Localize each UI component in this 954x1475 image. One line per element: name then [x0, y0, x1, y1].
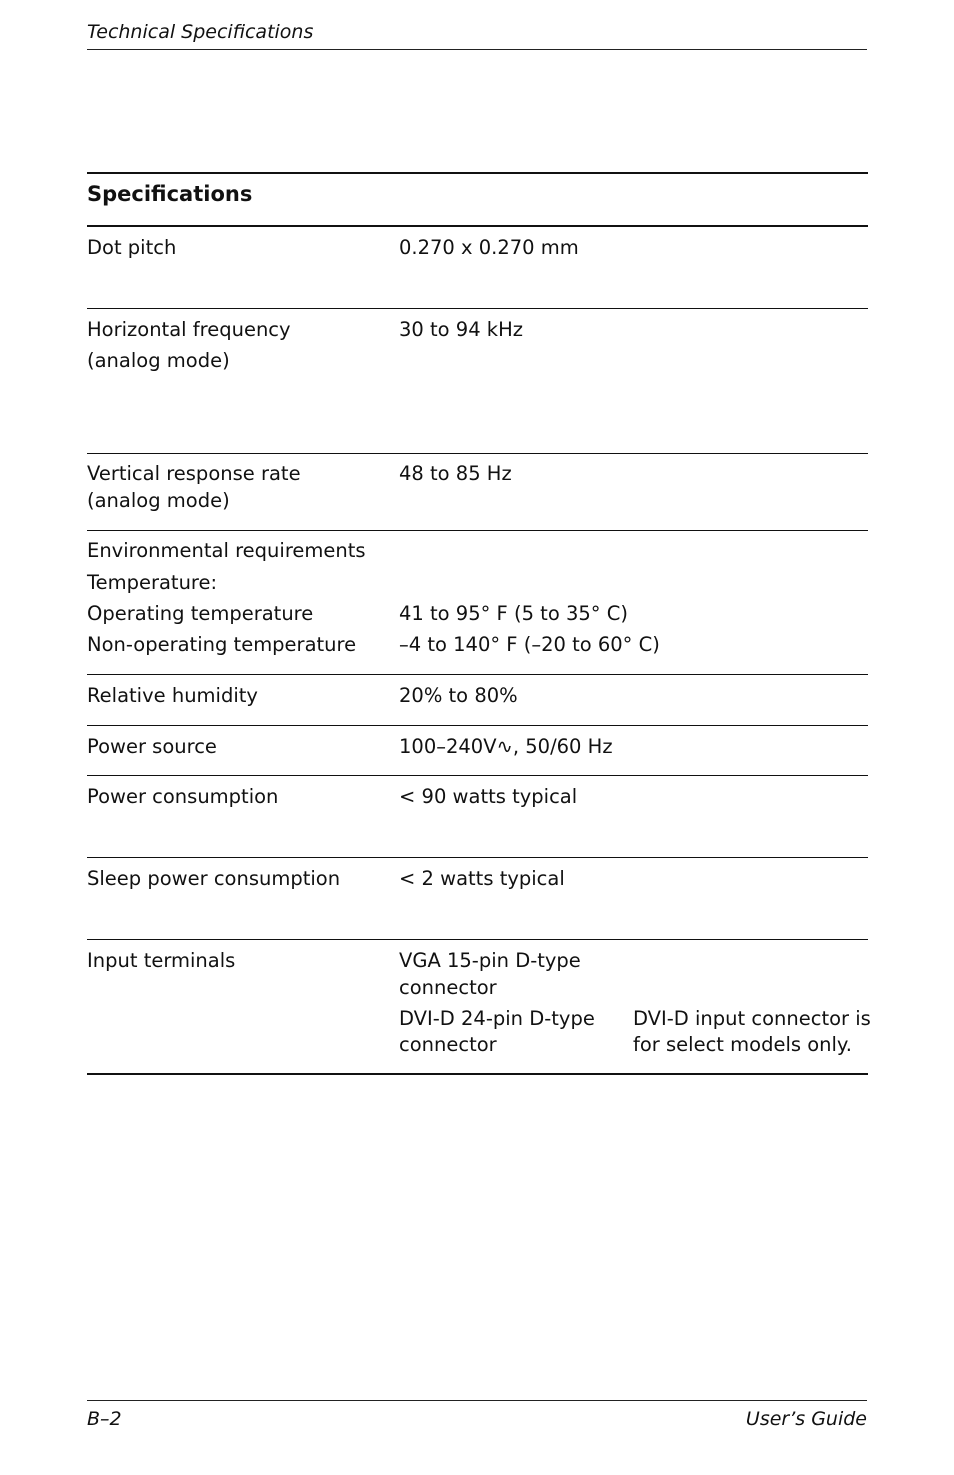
row-label-horizontal-frequency-mode: (analog mode): [87, 349, 230, 372]
row-divider: [87, 725, 868, 726]
row-divider: [87, 530, 868, 531]
row-divider: [87, 939, 868, 940]
row-label-input-terminals: Input terminals: [87, 949, 236, 972]
row-divider: [87, 453, 868, 454]
row-note-dvi-cont: for select models only.: [633, 1033, 852, 1056]
row-label-vertical-response: Vertical response rate: [87, 462, 301, 485]
row-value-vertical-response: 48 to 85 Hz: [399, 462, 512, 485]
row-note-dvi: DVI-D input connector is: [633, 1007, 871, 1030]
row-label-sleep-power: Sleep power consumption: [87, 867, 341, 890]
row-label-non-operating-temp: Non-operating temperature: [87, 633, 357, 656]
row-value-vga-cont: connector: [399, 976, 497, 999]
running-footer: [87, 1400, 867, 1432]
guide-title: User’s Guide: [745, 1408, 867, 1430]
table-title: Specifications: [87, 182, 253, 206]
row-label-vertical-response-mode: (analog mode): [87, 489, 230, 512]
row-value-humidity: 20% to 80%: [399, 684, 518, 707]
row-label-power-source: Power source: [87, 735, 217, 758]
running-header: [87, 18, 867, 50]
row-divider: [87, 308, 868, 309]
row-value-dvi-cont: connector: [399, 1033, 497, 1056]
row-value-horizontal-frequency: 30 to 94 kHz: [399, 318, 523, 341]
row-divider: [87, 674, 868, 675]
row-value-vga: VGA 15-pin D-type: [399, 949, 581, 972]
row-label-operating-temp: Operating temperature: [87, 602, 314, 625]
row-value-sleep-power: < 2 watts typical: [399, 867, 565, 890]
row-divider: [87, 857, 868, 858]
title-rule: [87, 225, 868, 227]
row-value-power-source: 100–240V∿, 50/60 Hz: [399, 735, 613, 758]
row-label-temperature: Temperature:: [87, 571, 218, 594]
row-divider: [87, 775, 868, 776]
row-value-power-consumption: < 90 watts typical: [399, 785, 578, 808]
row-label-environmental: Environmental requirements: [87, 539, 366, 562]
row-value-dvi: DVI-D 24-pin D-type: [399, 1007, 595, 1030]
table-top-rule: [87, 172, 868, 174]
row-value-operating-temp: 41 to 95° F (5 to 35° C): [399, 602, 628, 625]
row-value-dot-pitch: 0.270 x 0.270 mm: [399, 236, 579, 259]
page-number: B–2: [87, 1408, 122, 1430]
row-label-horizontal-frequency: Horizontal frequency: [87, 318, 291, 341]
row-label-dot-pitch: Dot pitch: [87, 236, 177, 259]
table-bottom-rule: [87, 1073, 868, 1075]
row-label-power-consumption: Power consumption: [87, 785, 279, 808]
row-value-non-operating-temp: –4 to 140° F (–20 to 60° C): [399, 633, 660, 656]
row-label-humidity: Relative humidity: [87, 684, 258, 707]
running-title: Technical Specifications: [87, 21, 314, 43]
